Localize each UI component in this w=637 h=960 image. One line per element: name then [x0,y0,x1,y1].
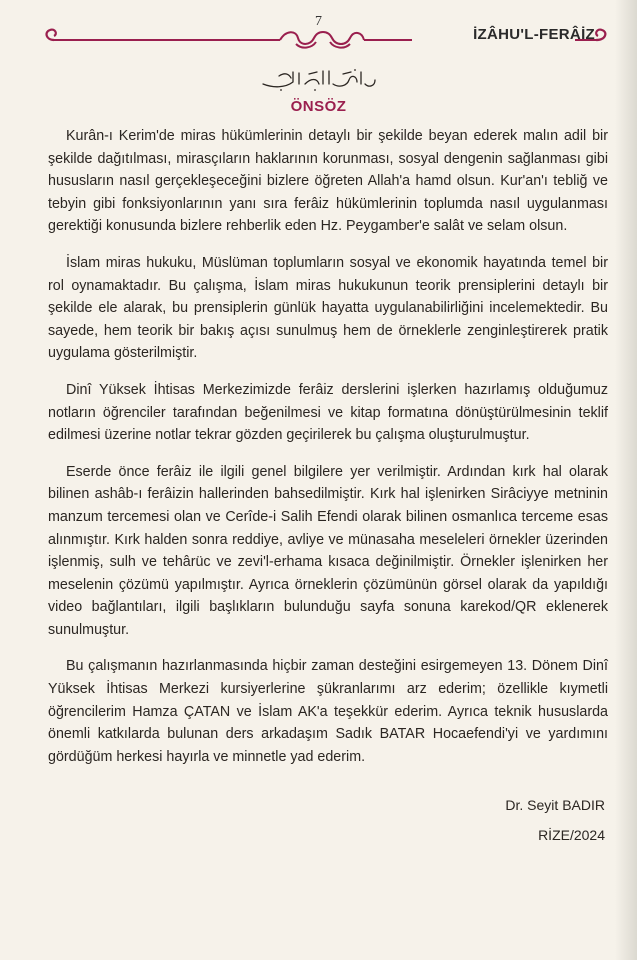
basmala-calligraphy [0,66,637,92]
paragraph: Kurân-ı Kerim'de miras hükümlerinin detaylı bir şekilde beyan ederek malın adil bir şekilde dağıtılması, mirasçıların haklarının korunması, sosyal dengenin sağlanması gibi hususların nasıl gerçekleşeceğini bizlere öğreten Allah'a hamd olsun. Kur'an'ı tebliğ ve tebyin gibi fonksiyonlarının yanı sıra ferâiz hükümlerinin toplumda nasıl uygulanması gerektiği konusunda bizlere rehberlik eden Hz. Peygamber'e salât ve selam olsun. [48,128,608,235]
section-title: ÖNSÖZ [290,98,347,115]
left-scroll-ornament [47,30,56,40]
paragraph: Dinî Yüksek İhtisas Merkezimizde ferâiz derslerini işlerken hazırlamış olduğumuz notların öğrenciler tarafından beğenilmesi ve kitap formatına dönüştürülmesinin teklif edilmesi üzerine notlar tekrar gözden geçirilerek bu çalışma oluşturulmuştur. [48,381,608,444]
page-edge-shadow [615,0,637,960]
right-scroll-ornament [596,30,605,40]
foreword-body [48,125,608,782]
paragraph: Bu çalışmanın hazırlanmasında hiçbir zaman desteğini esirgemeyen 13. Dönem Dinî Yüksek İhtisas Merkezi kursiyerlerine şükranlarımı arz ederim; özellikle kıymetli öğrencilerim Hamza ÇATAN ve İslam AK'a teşekkür ederim. Ayrıca teknik hususlarda önemli katkılarda bulunan ders arkadaşım Sadık BATAR Hocaefendi'yi ve yardımını gördüğüm herkesi hayırla ve minnetle yad ederim. [48,658,608,765]
author-signature: Dr. Seyit BADIR [505,797,605,813]
page-number: 7 [315,14,322,29]
running-title: İZÂHU'L-FERÂİZ [473,26,595,43]
paragraph: İslam miras hukuku, Müslüman toplumların sosyal ve ekonomik hayatında temel bir rol oynamaktadır. Bu çalışma, İslam miras hukukunun teorik prensiplerini detaylı bir şekilde ele alarak, bu prensiplerin günlük hayatta uygulanabilirliğini incelemektedir. Bu sayede, hem teorik bir bakış açısı sunulmuş hem de örneklerle zenginleştirerek pratik uygulama gösterilmiştir. [48,254,608,362]
center-ornament [280,32,364,48]
place-date: RİZE/2024 [538,827,605,843]
basmala-calligraphy-graphic [259,66,379,92]
paragraph: Eserde önce ferâiz ile ilgili genel bilgilere yer verilmiştir. Ardından kırk hal olarak bilinen ashâb-ı ferâizin hallerinden bahsedilmiştir. Kırk hal işlenirken Sirâciyye metninin manzum tercemesi olan ve Cerîde-i Salih Efendi olarak bilinen osmanlıca terceme esas alınmıştır. Kırk halden sonra reddiye, avliye ve münasaha meseleleri örnekler üzerinden işlenmiş, sulh ve tehârüc ve zevi'l-erhama kısaca değinilmiştir. Örnekler işlenirken her meselenin çözümü yapılmıştır. Ayrıca örneklerin çözümünün görsel olarak da yapıldığı video bağlantıları, ilgili başlıkların bulunduğu sayfa sonuna karekod/QR eklenerek sunulmuştur. [48,463,608,638]
